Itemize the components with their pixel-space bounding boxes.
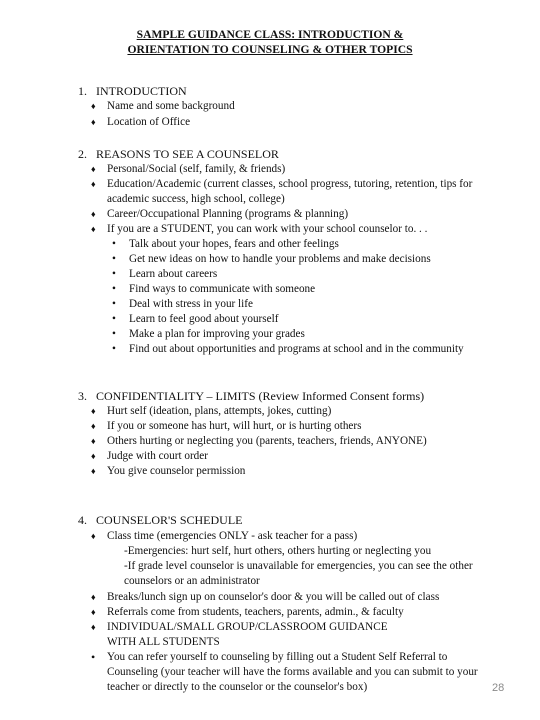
list-item: ♦ Name and some background <box>91 100 235 112</box>
list-item: ♦ Referrals come from students, teachers, parents, admin., & faculty <box>91 606 404 618</box>
list-item: ♦ If you or someone has hurt, will hurt, or is hurting others <box>91 420 362 432</box>
section-title: CONFIDENTIALITY – LIMITS (Review Informed Consent forms) <box>96 389 425 403</box>
list-item: • You can refer yourself to counseling by filling out a Student Self Referral to Counseling (your teacher will have the forms available and you can submit to your teacher or directly to the counselor or the counselor's box) <box>91 650 478 693</box>
diamond-bullet-icon: ♦ <box>91 466 96 476</box>
small-bullet-icon: • <box>112 328 116 340</box>
list-item: ♦ Class time (emergencies ONLY - ask teacher for a pass) <box>91 530 358 542</box>
diamond-bullet-icon: ♦ <box>91 592 96 602</box>
list-item: ♦ Hurt self (ideation, plans, attempts, jokes, cutting) <box>91 405 332 417</box>
sub-list-item: • Make a plan for improving your grades <box>112 328 305 340</box>
section-number: 4. <box>78 513 87 527</box>
sub-list-item: • Get new ideas on how to handle your problems and make decisions <box>112 253 431 265</box>
diamond-bullet-icon: ♦ <box>91 224 96 234</box>
list-item: ♦ If you are a STUDENT, you can work with your school counselor to. . . <box>91 223 428 235</box>
diamond-bullet-icon: ♦ <box>91 179 96 189</box>
small-bullet-icon: • <box>112 268 116 280</box>
sub-list-item: • Find out about opportunities and programs at school and in the community <box>112 343 464 355</box>
small-bullet-icon: • <box>112 343 116 355</box>
section-number: 2. <box>78 147 87 161</box>
indented-note: -If grade level counselor is unavailable for emergencies, you can see the other counselors or an administrator <box>124 560 473 587</box>
list-item: ♦ Location of Office <box>91 116 191 128</box>
document-title <box>0 27 540 57</box>
section-title: REASONS TO SEE A COUNSELOR <box>96 147 279 161</box>
list-item: ♦ Judge with court order <box>91 450 208 462</box>
title-line-2: ORIENTATION TO COUNSELING & OTHER TOPICS <box>127 43 413 56</box>
sub-list-item: • Find ways to communicate with someone <box>112 283 316 295</box>
diamond-bullet-icon: ♦ <box>91 531 96 541</box>
title-line-1: SAMPLE GUIDANCE CLASS: INTRODUCTION & <box>136 28 404 41</box>
diamond-bullet-icon: ♦ <box>91 607 96 617</box>
section-number: 3. <box>78 389 87 403</box>
sub-list-item: • Deal with stress in your life <box>112 298 253 310</box>
section-3-heading <box>78 389 424 404</box>
section-title: INTRODUCTION <box>96 84 187 98</box>
list-item: ♦ INDIVIDUAL/SMALL GROUP/CLASSROOM GUIDANCE WITH ALL STUDENTS <box>91 621 388 648</box>
section-4-heading <box>78 513 243 528</box>
bullet-icon: • <box>91 650 96 664</box>
page-number: 28 <box>492 682 505 694</box>
diamond-bullet-icon: ♦ <box>91 406 96 416</box>
section-1-heading <box>78 84 187 99</box>
diamond-bullet-icon: ♦ <box>91 622 96 632</box>
small-bullet-icon: • <box>112 313 116 325</box>
sub-list-item: • Learn about careers <box>112 268 218 280</box>
diamond-bullet-icon: ♦ <box>91 164 96 174</box>
list-item: ♦ Career/Occupational Planning (programs & planning) <box>91 208 349 220</box>
diamond-bullet-icon: ♦ <box>91 117 96 127</box>
section-number: 1. <box>78 84 87 98</box>
list-item: ♦ Education/Academic (current classes, school progress, tutoring, retention, tips for academic success, high school, college) <box>91 178 473 205</box>
small-bullet-icon: • <box>112 298 116 310</box>
list-item: ♦ Others hurting or neglecting you (parents, teachers, friends, ANYONE) <box>91 435 427 447</box>
list-item: ♦ You give counselor permission <box>91 465 246 477</box>
list-item: ♦ Personal/Social (self, family, & friends) <box>91 163 286 175</box>
sub-list-item: • Talk about your hopes, fears and other feelings <box>112 238 339 250</box>
sub-list-item: • Learn to feel good about yourself <box>112 313 279 325</box>
section-title: COUNSELOR'S SCHEDULE <box>96 513 243 527</box>
section-2-heading <box>78 147 279 162</box>
diamond-bullet-icon: ♦ <box>91 451 96 461</box>
small-bullet-icon: • <box>112 253 116 265</box>
diamond-bullet-icon: ♦ <box>91 421 96 431</box>
diamond-bullet-icon: ♦ <box>91 436 96 446</box>
indented-note: -Emergencies: hurt self, hurt others, others hurting or neglecting you <box>124 545 432 557</box>
small-bullet-icon: • <box>112 283 116 295</box>
list-item: ♦ Breaks/lunch sign up on counselor's door & you will be called out of class <box>91 591 440 603</box>
diamond-bullet-icon: ♦ <box>91 209 96 219</box>
small-bullet-icon: • <box>112 238 116 250</box>
diamond-bullet-icon: ♦ <box>91 101 96 111</box>
